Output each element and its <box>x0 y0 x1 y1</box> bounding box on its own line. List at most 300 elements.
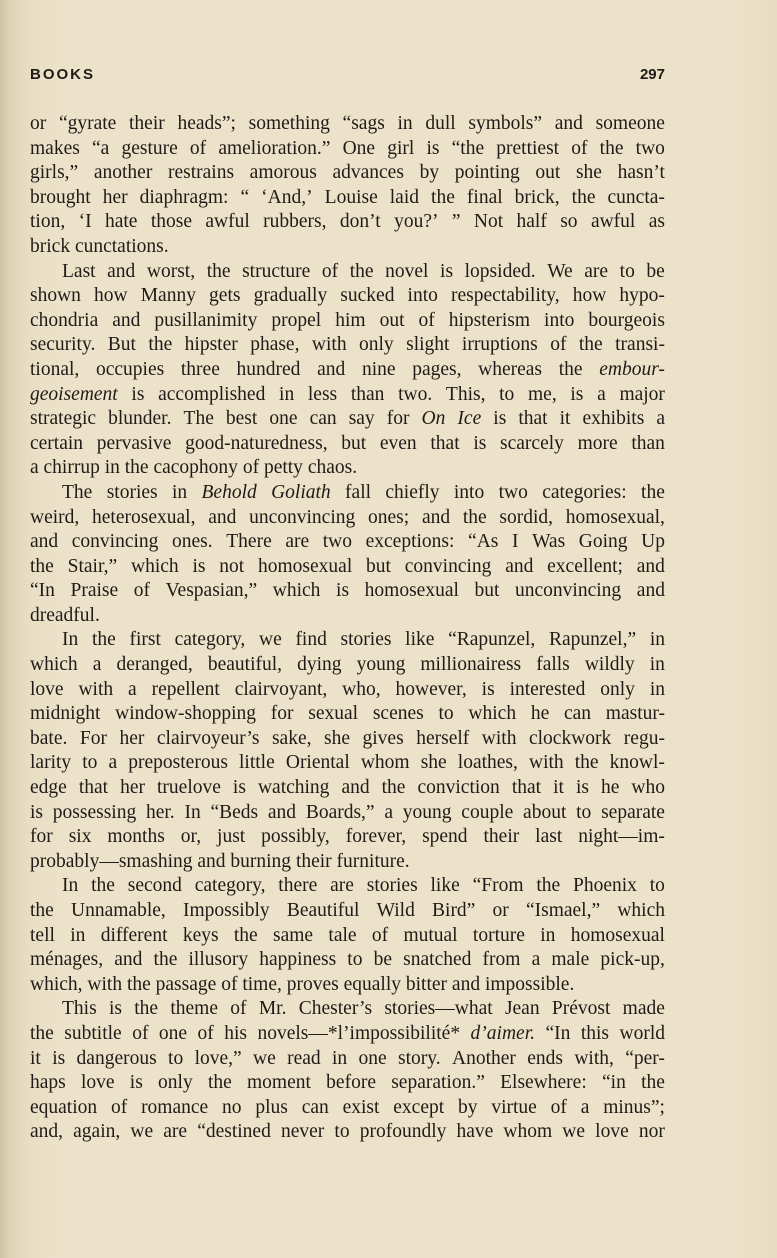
word: can <box>563 703 592 725</box>
word: homosexual <box>364 580 459 602</box>
word: into <box>453 481 485 503</box>
word: ‘And,’ <box>261 186 313 208</box>
word: with <box>481 727 517 749</box>
word: the <box>233 924 258 946</box>
word: him <box>335 309 366 331</box>
word: propel <box>271 309 322 331</box>
word: is <box>481 678 495 700</box>
word: however, <box>395 678 467 700</box>
word: equally <box>343 973 406 995</box>
word: of <box>133 580 151 602</box>
word: plus <box>255 1096 288 1118</box>
word: irruptions <box>461 334 538 356</box>
word: can <box>309 408 337 430</box>
running-head: BOOKS <box>30 66 96 83</box>
word: preposterous <box>128 752 228 774</box>
word: Boards,” <box>305 801 375 823</box>
word: ” <box>451 211 461 233</box>
word: with <box>78 678 114 700</box>
word: with, <box>574 1047 614 1069</box>
word: but <box>474 580 500 602</box>
word: blunder. <box>108 408 172 430</box>
word: a <box>656 408 665 430</box>
word: who, <box>342 678 381 700</box>
word: in <box>649 629 665 651</box>
word: love <box>595 1121 629 1143</box>
word: “Beds <box>210 801 259 823</box>
word: “As <box>468 531 499 553</box>
word: embour- <box>599 358 665 380</box>
word: the <box>349 260 374 282</box>
word: Chester’s <box>298 998 373 1020</box>
word: in <box>397 113 413 134</box>
word: the <box>574 752 599 774</box>
word: exhibits <box>582 408 645 430</box>
word: romance <box>141 1096 209 1118</box>
word: one <box>358 1047 387 1069</box>
word: Elsewhere: <box>500 1072 587 1094</box>
text-line <box>30 137 665 162</box>
word: world <box>619 1022 665 1044</box>
word: a <box>128 678 137 700</box>
word: unconvincing <box>249 506 356 528</box>
word: is <box>108 998 122 1020</box>
word: she <box>324 727 350 749</box>
text-line <box>30 727 665 752</box>
word: structure <box>242 260 311 282</box>
word: Impossibly <box>182 900 270 921</box>
word: the <box>91 629 116 651</box>
word: young <box>356 654 406 676</box>
word: We <box>547 260 573 282</box>
word: nor <box>638 1121 665 1143</box>
word: homosexual <box>258 555 353 577</box>
word: Mr. <box>258 998 287 1020</box>
word: there <box>278 875 318 897</box>
word: whom <box>360 752 410 774</box>
word: one <box>269 408 298 430</box>
text-line <box>30 555 665 580</box>
word: is <box>336 580 350 602</box>
word: ‘I <box>78 211 92 233</box>
word: spend <box>422 826 468 848</box>
word: young <box>402 801 452 823</box>
word: hipsterism <box>448 309 531 331</box>
word: convincing <box>404 555 492 577</box>
word: in <box>649 654 665 676</box>
word: window-shopping <box>115 703 257 725</box>
word: the <box>124 457 154 479</box>
word: find <box>295 629 327 651</box>
word: which <box>30 654 78 676</box>
word: occupies <box>95 358 165 380</box>
word: the <box>148 334 173 356</box>
page-header <box>30 64 665 88</box>
word: hundred <box>236 358 301 380</box>
word: dangerous <box>76 1047 157 1069</box>
word: brought <box>30 186 91 208</box>
word: one <box>158 1022 188 1044</box>
word: than <box>631 432 665 454</box>
word: watching <box>257 777 330 799</box>
word: proves <box>286 973 344 995</box>
word: the <box>134 998 159 1020</box>
word: of <box>110 1096 128 1118</box>
word: stories—what <box>384 998 493 1020</box>
word: millionairess <box>420 654 522 676</box>
word: a <box>384 801 394 823</box>
word: exist <box>342 1096 380 1118</box>
word: happiness <box>259 949 337 971</box>
word: slight <box>406 334 450 356</box>
word: stories <box>366 875 418 897</box>
word: I <box>511 531 519 553</box>
word: gets <box>209 285 241 307</box>
text-line <box>30 776 665 801</box>
word: and <box>636 580 665 602</box>
word: hate <box>104 211 138 233</box>
word: loathes, <box>457 752 518 774</box>
word: bourgeois <box>588 309 665 331</box>
word: edge <box>30 777 67 799</box>
word: is <box>129 1072 143 1094</box>
word: virtue <box>491 1096 537 1118</box>
page-number: 297 <box>639 66 665 83</box>
word: Oriental <box>285 752 350 774</box>
word: and <box>197 850 231 872</box>
word: Wild <box>376 900 415 921</box>
word: For <box>79 727 107 749</box>
word: whom <box>503 1121 553 1143</box>
word: and <box>317 358 346 380</box>
word: their <box>295 850 337 872</box>
word: certain <box>30 432 84 454</box>
word: On <box>421 408 446 430</box>
word: keys <box>182 924 219 946</box>
word: story. <box>398 1047 441 1069</box>
word: ones. <box>172 531 213 553</box>
text-line <box>30 432 665 457</box>
word: second <box>127 875 182 897</box>
word: mutual <box>403 924 458 946</box>
word: of <box>242 457 264 479</box>
text-line <box>30 383 665 408</box>
word: the <box>381 777 406 799</box>
word: to <box>334 1121 350 1143</box>
word: pervasive <box>96 432 172 454</box>
word: or <box>30 113 47 134</box>
word: is <box>440 260 454 282</box>
word: illusory <box>188 949 249 971</box>
word: how <box>94 285 128 307</box>
word: with <box>311 334 347 356</box>
text-line <box>30 235 665 260</box>
word: tional, <box>30 358 80 380</box>
word: tion, <box>30 211 66 233</box>
word: excellent; <box>547 555 623 577</box>
word: gesture <box>121 137 178 159</box>
text-line <box>30 112 665 137</box>
word: in <box>649 678 665 700</box>
word: “Rapunzel, <box>448 629 536 651</box>
word: category, <box>174 629 246 651</box>
word: Bird” <box>432 900 476 921</box>
word: fall <box>345 481 372 503</box>
word: is <box>575 777 589 799</box>
word: and <box>112 309 141 331</box>
word: of <box>550 334 567 356</box>
word: made <box>622 998 665 1020</box>
word: of <box>321 260 339 282</box>
word: separation.” <box>391 1072 485 1094</box>
word: which <box>617 900 665 921</box>
word: me, <box>528 383 557 405</box>
word: in <box>540 924 556 946</box>
word: ends <box>527 1047 563 1069</box>
word: novels—*l’impossibilité* <box>257 1022 461 1044</box>
word: whereas <box>478 358 543 380</box>
word: of <box>132 1022 149 1044</box>
word: Another <box>451 1047 516 1069</box>
word: interested <box>509 678 586 700</box>
word: Goliath <box>271 481 331 503</box>
word: sexual <box>308 703 359 725</box>
word: and, <box>30 1121 64 1143</box>
word: hasn’t <box>617 162 665 184</box>
word: rubbers, <box>263 211 327 233</box>
word: night—im- <box>578 826 665 848</box>
word: something <box>248 113 330 134</box>
word: of <box>197 1022 214 1044</box>
word: the <box>431 186 455 208</box>
word: with <box>87 973 127 995</box>
word: forever, <box>345 826 407 848</box>
word: is <box>30 801 44 823</box>
word: two. <box>398 383 433 405</box>
word: the <box>153 949 178 971</box>
word: stories <box>340 629 392 651</box>
word: to <box>347 949 363 971</box>
word: amorous <box>249 162 317 184</box>
word: makes <box>30 137 80 159</box>
word: scarcely <box>500 432 564 454</box>
word: girls,” <box>30 162 79 184</box>
word: lopsided. <box>464 260 536 282</box>
word: same <box>273 924 314 946</box>
text-line <box>30 825 665 850</box>
word: Ice <box>457 408 482 430</box>
word: Manny <box>140 285 196 307</box>
word: diaphragm: <box>139 186 229 208</box>
word: is <box>570 383 584 405</box>
word: how <box>572 285 607 307</box>
word: profoundly <box>359 1121 447 1143</box>
word: is <box>232 777 246 799</box>
word: different <box>100 924 168 946</box>
word: you?’ <box>394 211 439 233</box>
word: furniture. <box>336 850 410 872</box>
word: is <box>192 555 206 577</box>
word: the <box>641 481 665 503</box>
word: transi- <box>615 334 665 356</box>
word: “Ismael,” <box>525 900 601 921</box>
text-line <box>30 1096 665 1121</box>
word: in <box>171 481 188 503</box>
word: security. <box>30 334 96 356</box>
word: to <box>82 752 98 774</box>
text-line <box>30 850 665 875</box>
word: is <box>131 383 145 405</box>
word: from <box>482 949 521 971</box>
word: pages, <box>412 358 462 380</box>
word: Louise <box>324 186 378 208</box>
word: read <box>287 1047 321 1069</box>
word: final <box>466 186 503 208</box>
word: two <box>498 481 528 503</box>
word: and <box>30 531 59 553</box>
word: a <box>531 949 541 971</box>
word: of <box>371 924 389 946</box>
word: of <box>571 137 588 159</box>
word: or <box>492 900 509 921</box>
word: falls <box>536 654 570 676</box>
word: which <box>468 703 517 725</box>
word: “ <box>240 186 250 208</box>
word: There <box>226 531 272 553</box>
word: a <box>30 457 44 479</box>
word: symbols” <box>468 113 543 134</box>
word: and <box>107 260 136 282</box>
word: larity <box>30 752 72 774</box>
word: bate. <box>30 727 68 749</box>
word: snatched <box>403 949 472 971</box>
word: herself <box>416 727 470 749</box>
word: restrains <box>167 162 235 184</box>
text-line <box>30 579 665 604</box>
text-line <box>30 751 665 776</box>
word: cacophony <box>153 457 243 479</box>
word: wildly <box>584 654 635 676</box>
word: chaos. <box>307 457 358 479</box>
word: into <box>544 309 575 331</box>
word: months <box>107 826 165 848</box>
word: “destined <box>197 1121 271 1143</box>
word: pointing <box>454 162 520 184</box>
word: geoisement <box>30 383 118 405</box>
text-line <box>30 874 665 899</box>
word: which <box>131 555 179 577</box>
word: like <box>430 875 460 897</box>
text-line <box>30 653 665 678</box>
word: he <box>600 777 620 799</box>
word: the <box>30 555 54 577</box>
word: “a <box>91 137 110 159</box>
word: couple <box>461 801 514 823</box>
word: never <box>280 1121 325 1143</box>
word: the <box>462 506 487 528</box>
word: not <box>219 555 245 577</box>
word: cunctations. <box>74 235 169 257</box>
word: their <box>483 826 520 848</box>
word: burning <box>230 850 296 872</box>
word: his <box>224 1022 248 1044</box>
text-line <box>30 333 665 358</box>
word: theme <box>170 998 219 1020</box>
word: the <box>571 186 596 208</box>
word: just <box>217 826 246 848</box>
word: The <box>62 481 93 503</box>
word: ménages, <box>30 949 104 971</box>
word: gradually <box>253 285 328 307</box>
word: Phoenix <box>572 875 637 897</box>
word: possibly, <box>261 826 330 848</box>
text-line <box>30 899 665 924</box>
word: as <box>648 211 665 233</box>
word: and <box>267 801 297 823</box>
word: into <box>407 285 438 307</box>
word: awful <box>590 211 636 233</box>
word: and <box>636 555 665 577</box>
word: homosexual, <box>565 506 665 528</box>
word: tell <box>30 924 55 946</box>
word: Last <box>62 260 96 282</box>
word: he <box>530 703 550 725</box>
word: Not <box>473 211 504 233</box>
word: worst, <box>146 260 196 282</box>
text-line <box>30 678 665 703</box>
word: novel <box>385 260 429 282</box>
text-line <box>30 1071 665 1096</box>
word: clairvoyeur’s <box>156 727 260 749</box>
word: passage <box>155 973 222 995</box>
text-line <box>30 801 665 826</box>
word: less <box>307 383 338 405</box>
word: dull <box>425 113 456 134</box>
word: in <box>279 383 295 405</box>
word: her <box>119 727 145 749</box>
word: “gyrate <box>58 113 117 134</box>
word: is <box>52 1047 66 1069</box>
word: to <box>499 383 515 405</box>
word: gives <box>362 727 404 749</box>
word: good-naturedness, <box>185 432 328 454</box>
word: can <box>301 1096 329 1118</box>
word: “the <box>451 137 485 159</box>
word: by <box>419 162 440 184</box>
word: like <box>405 629 435 651</box>
word: Was <box>532 531 566 553</box>
word: Prévost <box>551 998 611 1020</box>
word: her <box>120 777 145 799</box>
word: love,” <box>194 1047 242 1069</box>
word: pusillanimity <box>154 309 258 331</box>
word: Jean <box>504 998 540 1020</box>
word: strategic <box>30 408 97 430</box>
text-line <box>30 973 665 998</box>
word: in <box>332 1047 348 1069</box>
word: Rapunzel,” <box>548 629 637 651</box>
word: awful <box>205 211 250 233</box>
text-line <box>30 924 665 949</box>
word: to <box>168 1047 184 1069</box>
word: and <box>114 949 143 971</box>
word: the <box>641 1072 665 1094</box>
word: this <box>580 1022 610 1044</box>
word: “in <box>602 1072 626 1094</box>
word: only <box>158 1072 193 1094</box>
body-text <box>30 112 665 1145</box>
word: it <box>553 777 564 799</box>
